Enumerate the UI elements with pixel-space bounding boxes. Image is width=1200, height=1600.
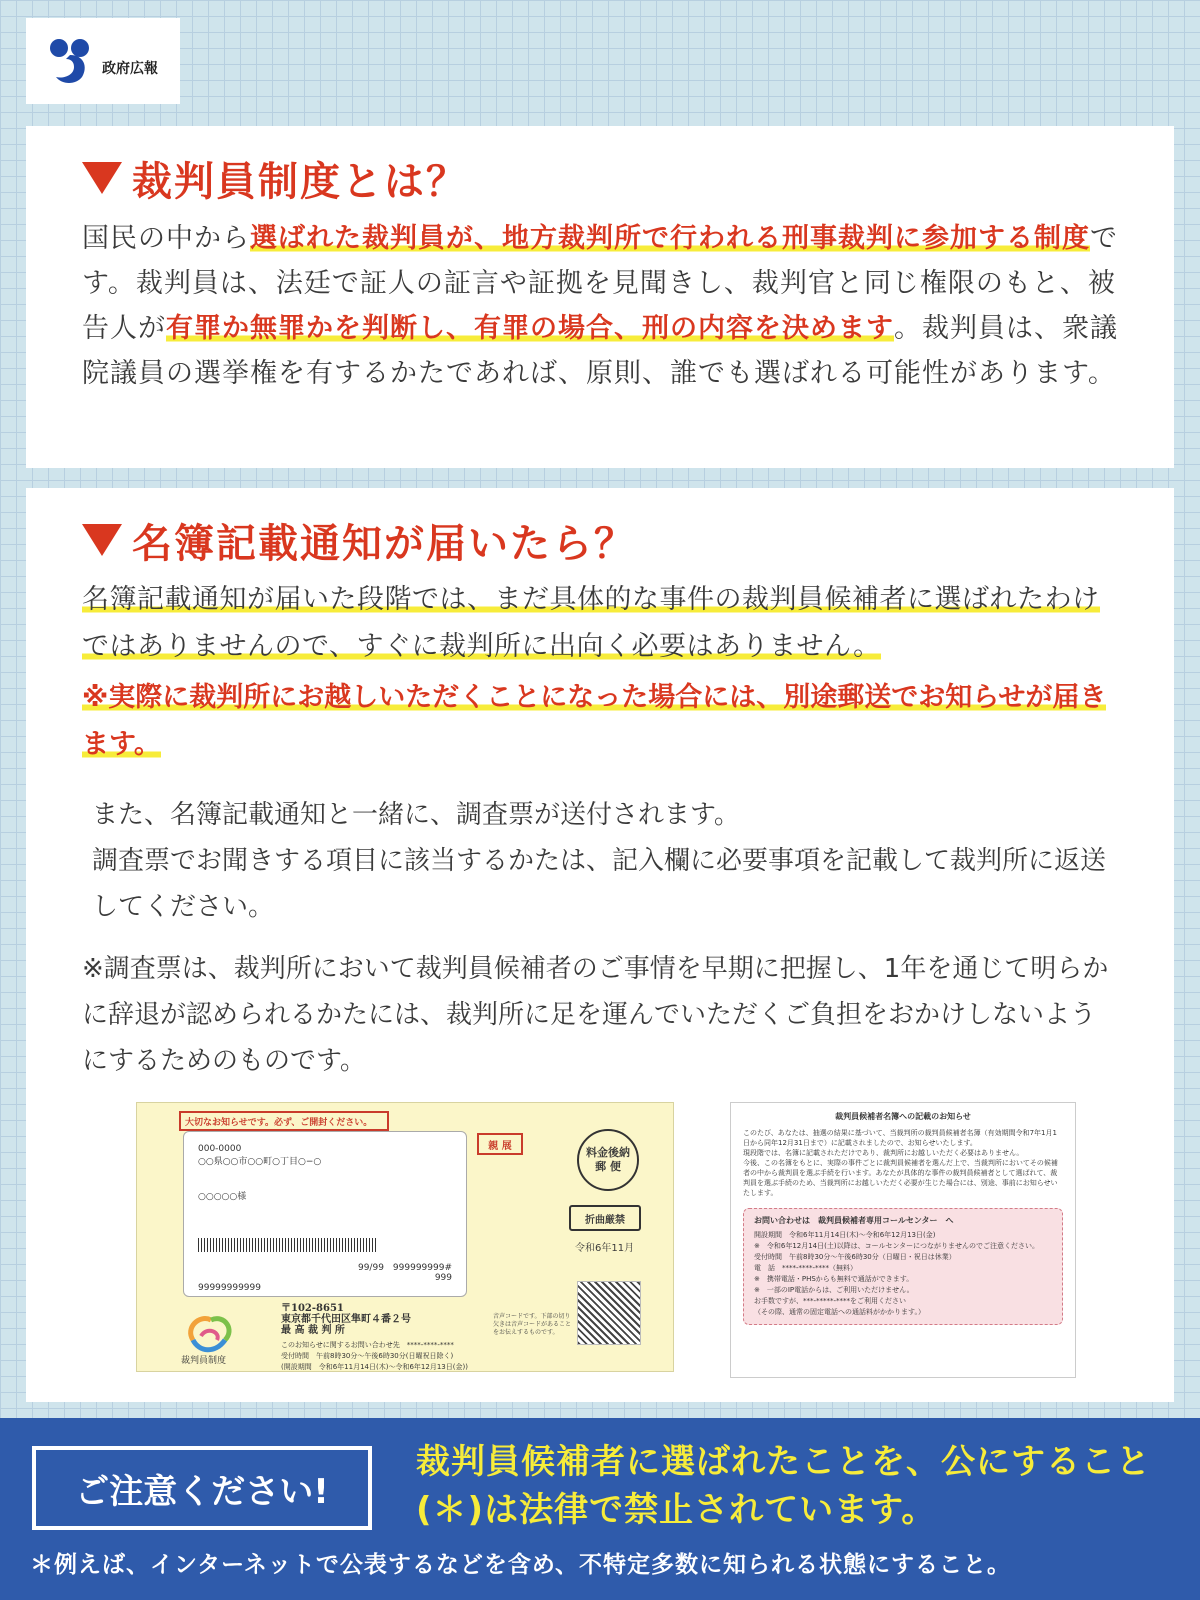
envelope-name: ○○○○○様 — [198, 1192, 247, 1202]
envelope-date: 令和6年11月 — [575, 1243, 635, 1254]
envelope-code1: 99/99 999999999# — [357, 1263, 452, 1273]
warning-footnote: ＊例えば、インターネットで公表するなどを含め、不特定多数に知られる状態にすること。 — [30, 1552, 1012, 1578]
warning-message: 裁判員候補者に選ばれたことを、公にすること(＊)は法律で禁止されています。 — [416, 1442, 1151, 1530]
envelope-tag: 大切なお知らせです。必ず、ご開封ください。 — [179, 1111, 389, 1131]
envelope-window — [183, 1131, 467, 1297]
section2-heading-text: 名簿記載通知が届いたら？ — [132, 520, 636, 567]
envelope-sender — [281, 1303, 468, 1373]
warning-banner — [0, 1418, 1200, 1600]
sample-images — [136, 1102, 1076, 1382]
logo-box — [26, 18, 180, 104]
triangle-down-icon — [82, 524, 122, 556]
envelope-logo-text: 裁判員制度 — [181, 1356, 227, 1366]
section2-survey-note: ※調査票は、裁判所において裁判員候補者のご事情を早期に把握し、1年を通じて明らかに辞退が認められるかたには、裁判所に足を運んでいただくご負担をおかけしないようにするためのものです。 — [82, 954, 1109, 1076]
body-text: です。裁判員は、法廷で証人の証言や証拠を見聞きし、裁判官と同じ権限のもと、被告人が — [82, 223, 1118, 344]
envelope-code2: 999 — [434, 1273, 452, 1283]
fold-warning: 折曲厳禁 — [569, 1205, 641, 1231]
barcode — [198, 1238, 378, 1252]
envelope-sample — [136, 1102, 674, 1372]
envelope-code3: 99999999999 — [198, 1283, 261, 1293]
logo-text: 政府広報 — [102, 61, 158, 77]
envelope-postal: 000-0000 — [198, 1144, 242, 1154]
highlight-text: 有罪か無罪かを判断し、有罪の場合、刑の内容を決めます — [166, 313, 894, 344]
sender-address: 〒102-8651 東京都千代田区隼町４番２号 最 高 裁 判 所 — [281, 1303, 411, 1336]
voice-code-note: 音声コードです。下部の切り 欠きは音声コードがあること をお伝えするものです。 — [493, 1313, 572, 1336]
letter-title: 裁判員候補者名簿への記載のお知らせ — [835, 1112, 971, 1121]
sender-contact: このお知らせに関するお問い合わせ先 ****-****-**** 受付時間 午前8時30分〜午後6時30分(日曜祝日除く) (開設期間 令和6年11月14日(木)〜令和6年12月13日(金)) — [281, 1341, 468, 1371]
body-text: 。裁判員は、衆議院議員の選挙権を有するかたであれば、原則、誰でも選ばれる可能性があります。 — [82, 313, 1118, 389]
section1-heading — [82, 148, 1118, 208]
call-center-title: お問い合わせは 裁判員候補者専用コールセンター へ — [754, 1216, 954, 1225]
section-meibo-notice — [26, 488, 1174, 1402]
envelope-address: ○○県○○市○○町○丁目○−○ — [198, 1157, 322, 1167]
highlight-text: 選ばれた裁判員が、地方裁判所で行われる刑事裁判に参加する制度 — [250, 223, 1090, 254]
voice-code-qr — [577, 1281, 641, 1345]
section2-red-note: ※実際に裁判所にお越しいただくことになった場合には、別途郵送でお知らせが届きます。 — [82, 682, 1107, 760]
section2-lead: 名簿記載通知が届いた段階では、まだ具体的な事件の裁判員候補者に選ばれたわけではありませんので、すぐに裁判所に出向く必要はありません。 — [82, 584, 1100, 662]
call-center-body: 開設期間 令和6年11月14日(木)〜令和6年12月13日(金) ※ 令和6年12月14日(土)以降は、コールセンターにつながりませんのでご注意ください。 受付時間 午前8時30分〜午後6時30分（日曜日・祝日は休業） 電 話 ****-****-****（無料） ※ 携帯電話・PHSからも無料で通話ができます。 ※ 一部のIP電話からは、ご利用いただけません。 お手数ですが、***-*****-****をご利用ください （その際、通常の固定電話への通話料がかかります。） — [754, 1231, 1040, 1316]
government-pr-logo-icon — [48, 37, 92, 85]
call-center-box — [743, 1208, 1063, 1325]
section2-heading — [82, 510, 1118, 570]
section1-paragraph — [82, 216, 1118, 396]
letter-body: このたび、あなたは、抽選の結果に基づいて、当裁判所の裁判員候補者名簿（有効期間令和7年1月1日から同年12月31日まで）に記載されましたので、お知らせいたします。 現段階では、名簿に記載されただけであり、裁判所にお越しいただく必要はありません。 今後、この名簿をもとに、実際の事件ごとに裁判員候補者を選んだ上で、当裁判所においてその候補者の中から裁判員を選ぶ手続を行います。あなたが具体的な事件の裁判員候補者として選ばれて、裁判員を選ぶ手続のため、当裁判所にお越しいただく必要が生じた場合には、別途、事前にお知らせいたします。 — [743, 1129, 1058, 1197]
postage-stamp: 料金後納 郵 便 — [577, 1129, 639, 1191]
oyaten-stamp: 親 展 — [477, 1133, 523, 1155]
triangle-down-icon — [82, 162, 122, 194]
section1-heading-text: 裁判員制度とは？ — [132, 158, 468, 205]
section2-survey-paragraph: また、名簿記載通知と一緒に、調査票が送付されます。 調査票でお聞きする項目に該当するかたは、記入欄に必要事項を記載して裁判所に返送してください。 — [92, 800, 1107, 922]
section-saibanin-seido — [26, 126, 1174, 468]
warning-label: ご注意ください! — [32, 1446, 372, 1530]
body-text: 国民の中から — [82, 223, 250, 254]
notice-letter-sample — [730, 1102, 1076, 1378]
